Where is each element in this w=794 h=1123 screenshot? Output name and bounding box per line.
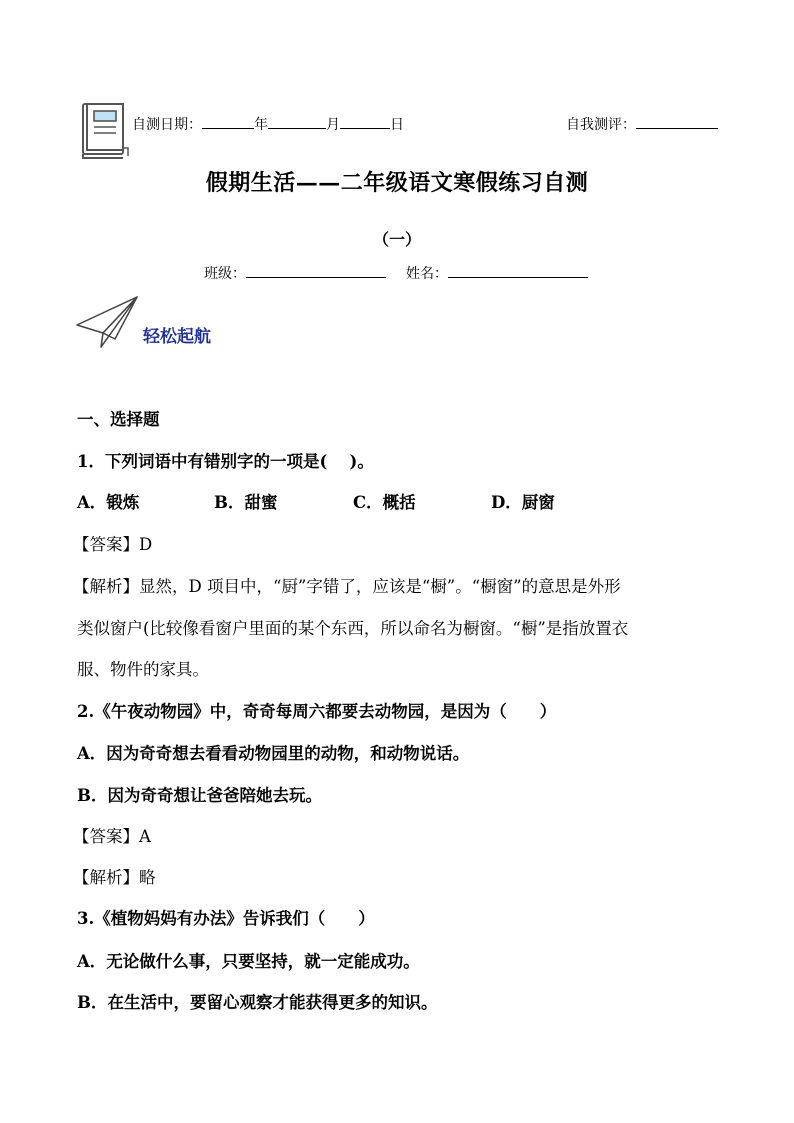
- day-blank[interactable]: [340, 114, 390, 129]
- self-eval-blank[interactable]: [636, 114, 718, 129]
- question-1-analysis-line-2: 类似窗户(比较像看窗户里面的某个东西，所以命名为橱窗。“橱”是指放置衣: [77, 619, 629, 638]
- name-blank[interactable]: [448, 263, 588, 278]
- answer-label: 【答案】: [73, 535, 139, 554]
- day-label: 日: [390, 117, 404, 133]
- question-3-option-b: B．在生活中，要留心观察才能获得更多的知识。: [77, 993, 438, 1012]
- class-label: 班级：: [204, 266, 246, 282]
- analysis-label: 【解析】: [73, 868, 139, 887]
- month-label: 月: [326, 117, 340, 133]
- question-1-analysis-line-3: 服、物件的家具。: [77, 660, 209, 679]
- page-subtitle: （一）: [372, 230, 421, 249]
- self-eval-label: 自我测评：: [566, 117, 636, 133]
- answer-value: D: [139, 535, 153, 554]
- question-1-stem: 1．下列词语中有错别字的一项是( )。: [77, 452, 374, 471]
- question-2-option-a: A．因为奇奇想去看看动物园里的动物，和动物说话。: [77, 744, 470, 763]
- question-3-stem: 3.《植物妈妈有办法》告诉我们（ ）: [77, 909, 375, 928]
- paper-plane-icon: [75, 295, 140, 350]
- class-field: [204, 263, 386, 283]
- analysis-label: 【解析】: [73, 577, 139, 596]
- question-2-option-b: B．因为奇奇想让爸爸陪她去玩。: [77, 786, 322, 805]
- question-1-option-d: D．厨窗: [491, 493, 555, 512]
- name-label: 姓名：: [406, 266, 448, 282]
- question-3-option-a: A．无论做什么事，只要坚持，就一定能成功。: [77, 952, 420, 971]
- question-1-option-a: A．锻炼: [77, 493, 140, 512]
- question-2-answer: [73, 825, 151, 849]
- class-blank[interactable]: [246, 263, 386, 278]
- month-blank[interactable]: [268, 114, 326, 129]
- analysis-text: 略: [139, 868, 156, 887]
- question-1-analysis-line-1: [73, 575, 621, 599]
- question-2-stem: 2.《午夜动物园》中，奇奇每周六都要去动物园，是因为（ ）: [77, 702, 557, 721]
- question-1-option-b: B．甜蜜: [214, 493, 278, 512]
- analysis-text: 显然，D 项目中，“厨”字错了，应该是“橱”。“橱窗”的意思是外形: [139, 577, 621, 596]
- question-2-analysis: [73, 866, 156, 890]
- question-1-answer: [73, 533, 152, 557]
- year-blank[interactable]: [202, 114, 254, 129]
- question-1-option-c: C．概括: [353, 493, 416, 512]
- book-icon: [80, 100, 130, 160]
- date-label: 自测日期：: [132, 117, 202, 133]
- answer-label: 【答案】: [73, 827, 139, 846]
- answer-value: A: [139, 827, 151, 846]
- page-title: 假期生活——二年级语文寒假练习自测: [205, 170, 589, 196]
- date-line: [132, 114, 404, 135]
- section-heading: 一、选择题: [77, 410, 160, 429]
- section-tag: 轻松起航: [143, 327, 211, 347]
- self-eval-line: [566, 114, 718, 135]
- year-label: 年: [254, 117, 268, 133]
- name-field: [406, 263, 588, 283]
